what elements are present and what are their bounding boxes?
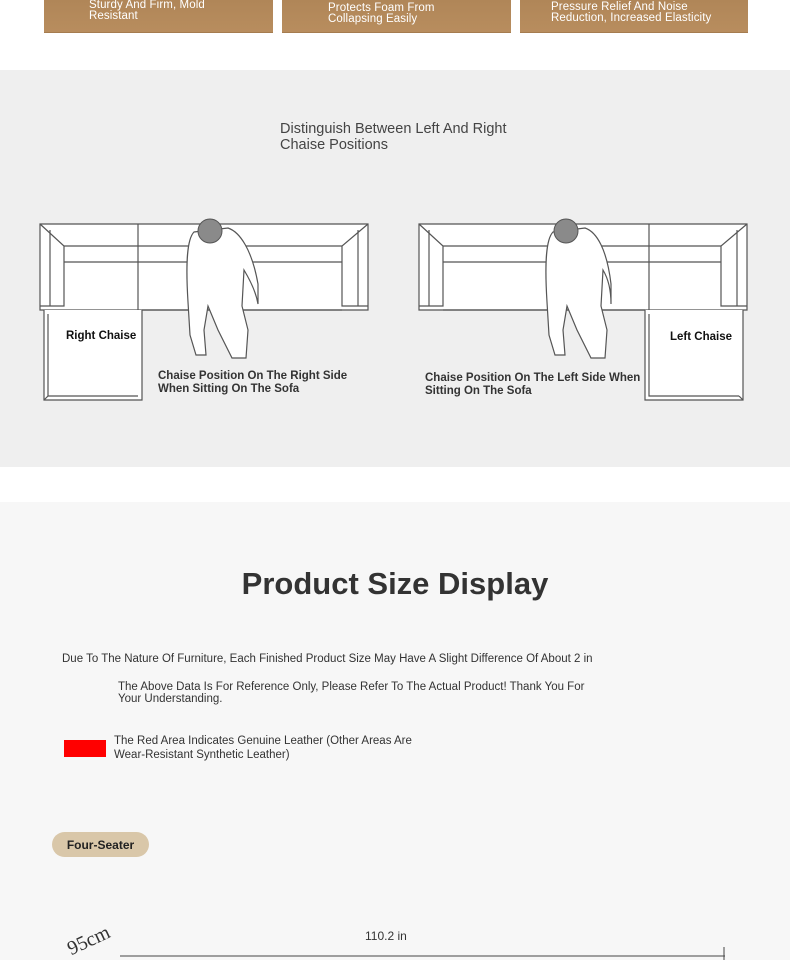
feature-text-3: Pressure Relief And Noise Reduction, Increased Elasticity <box>551 1 712 24</box>
size-note-reference: The Above Data Is For Reference Only, Please Refer To The Actual Product! Thank You For Your Understanding. <box>118 681 585 705</box>
size-title: Product Size Display <box>241 566 549 601</box>
right-chaise-desc: Chaise Position On The Right Side When Sitting On The Sofa <box>158 370 348 395</box>
leather-legend: The Red Area Indicates Genuine Leather (Other Areas Are Wear-Resistant Synthetic Leather) <box>114 735 412 761</box>
feature-tile-3 <box>520 0 748 33</box>
variant-pill[interactable]: Four-Seater <box>52 832 149 857</box>
feature-text-2: Protects Foam From Collapsing Easily <box>328 2 435 25</box>
size-section <box>0 502 790 960</box>
size-note-tolerance: Due To The Nature Of Furniture, Each Finished Product Size May Have A Slight Difference Of About 2 in <box>62 653 593 665</box>
feature-tile-1 <box>44 0 273 33</box>
left-chaise-label: Left Chaise <box>670 331 732 343</box>
right-chaise-label: Right Chaise <box>66 330 137 342</box>
left-chaise-desc: Chaise Position On The Left Side When Sitting On The Sofa <box>425 372 641 397</box>
chaise-section <box>0 70 790 467</box>
chaise-title: Distinguish Between Left And Right Chaise Positions <box>280 121 507 153</box>
width-dimension-line <box>120 945 730 965</box>
leather-swatch <box>64 740 106 757</box>
feature-tile-2 <box>282 0 511 33</box>
width-dimension-label: 110.2 in <box>365 929 407 943</box>
feature-text-1: Sturdy And Firm, Mold Resistant <box>89 0 205 22</box>
depth-dimension-label: 95cm <box>64 921 114 960</box>
